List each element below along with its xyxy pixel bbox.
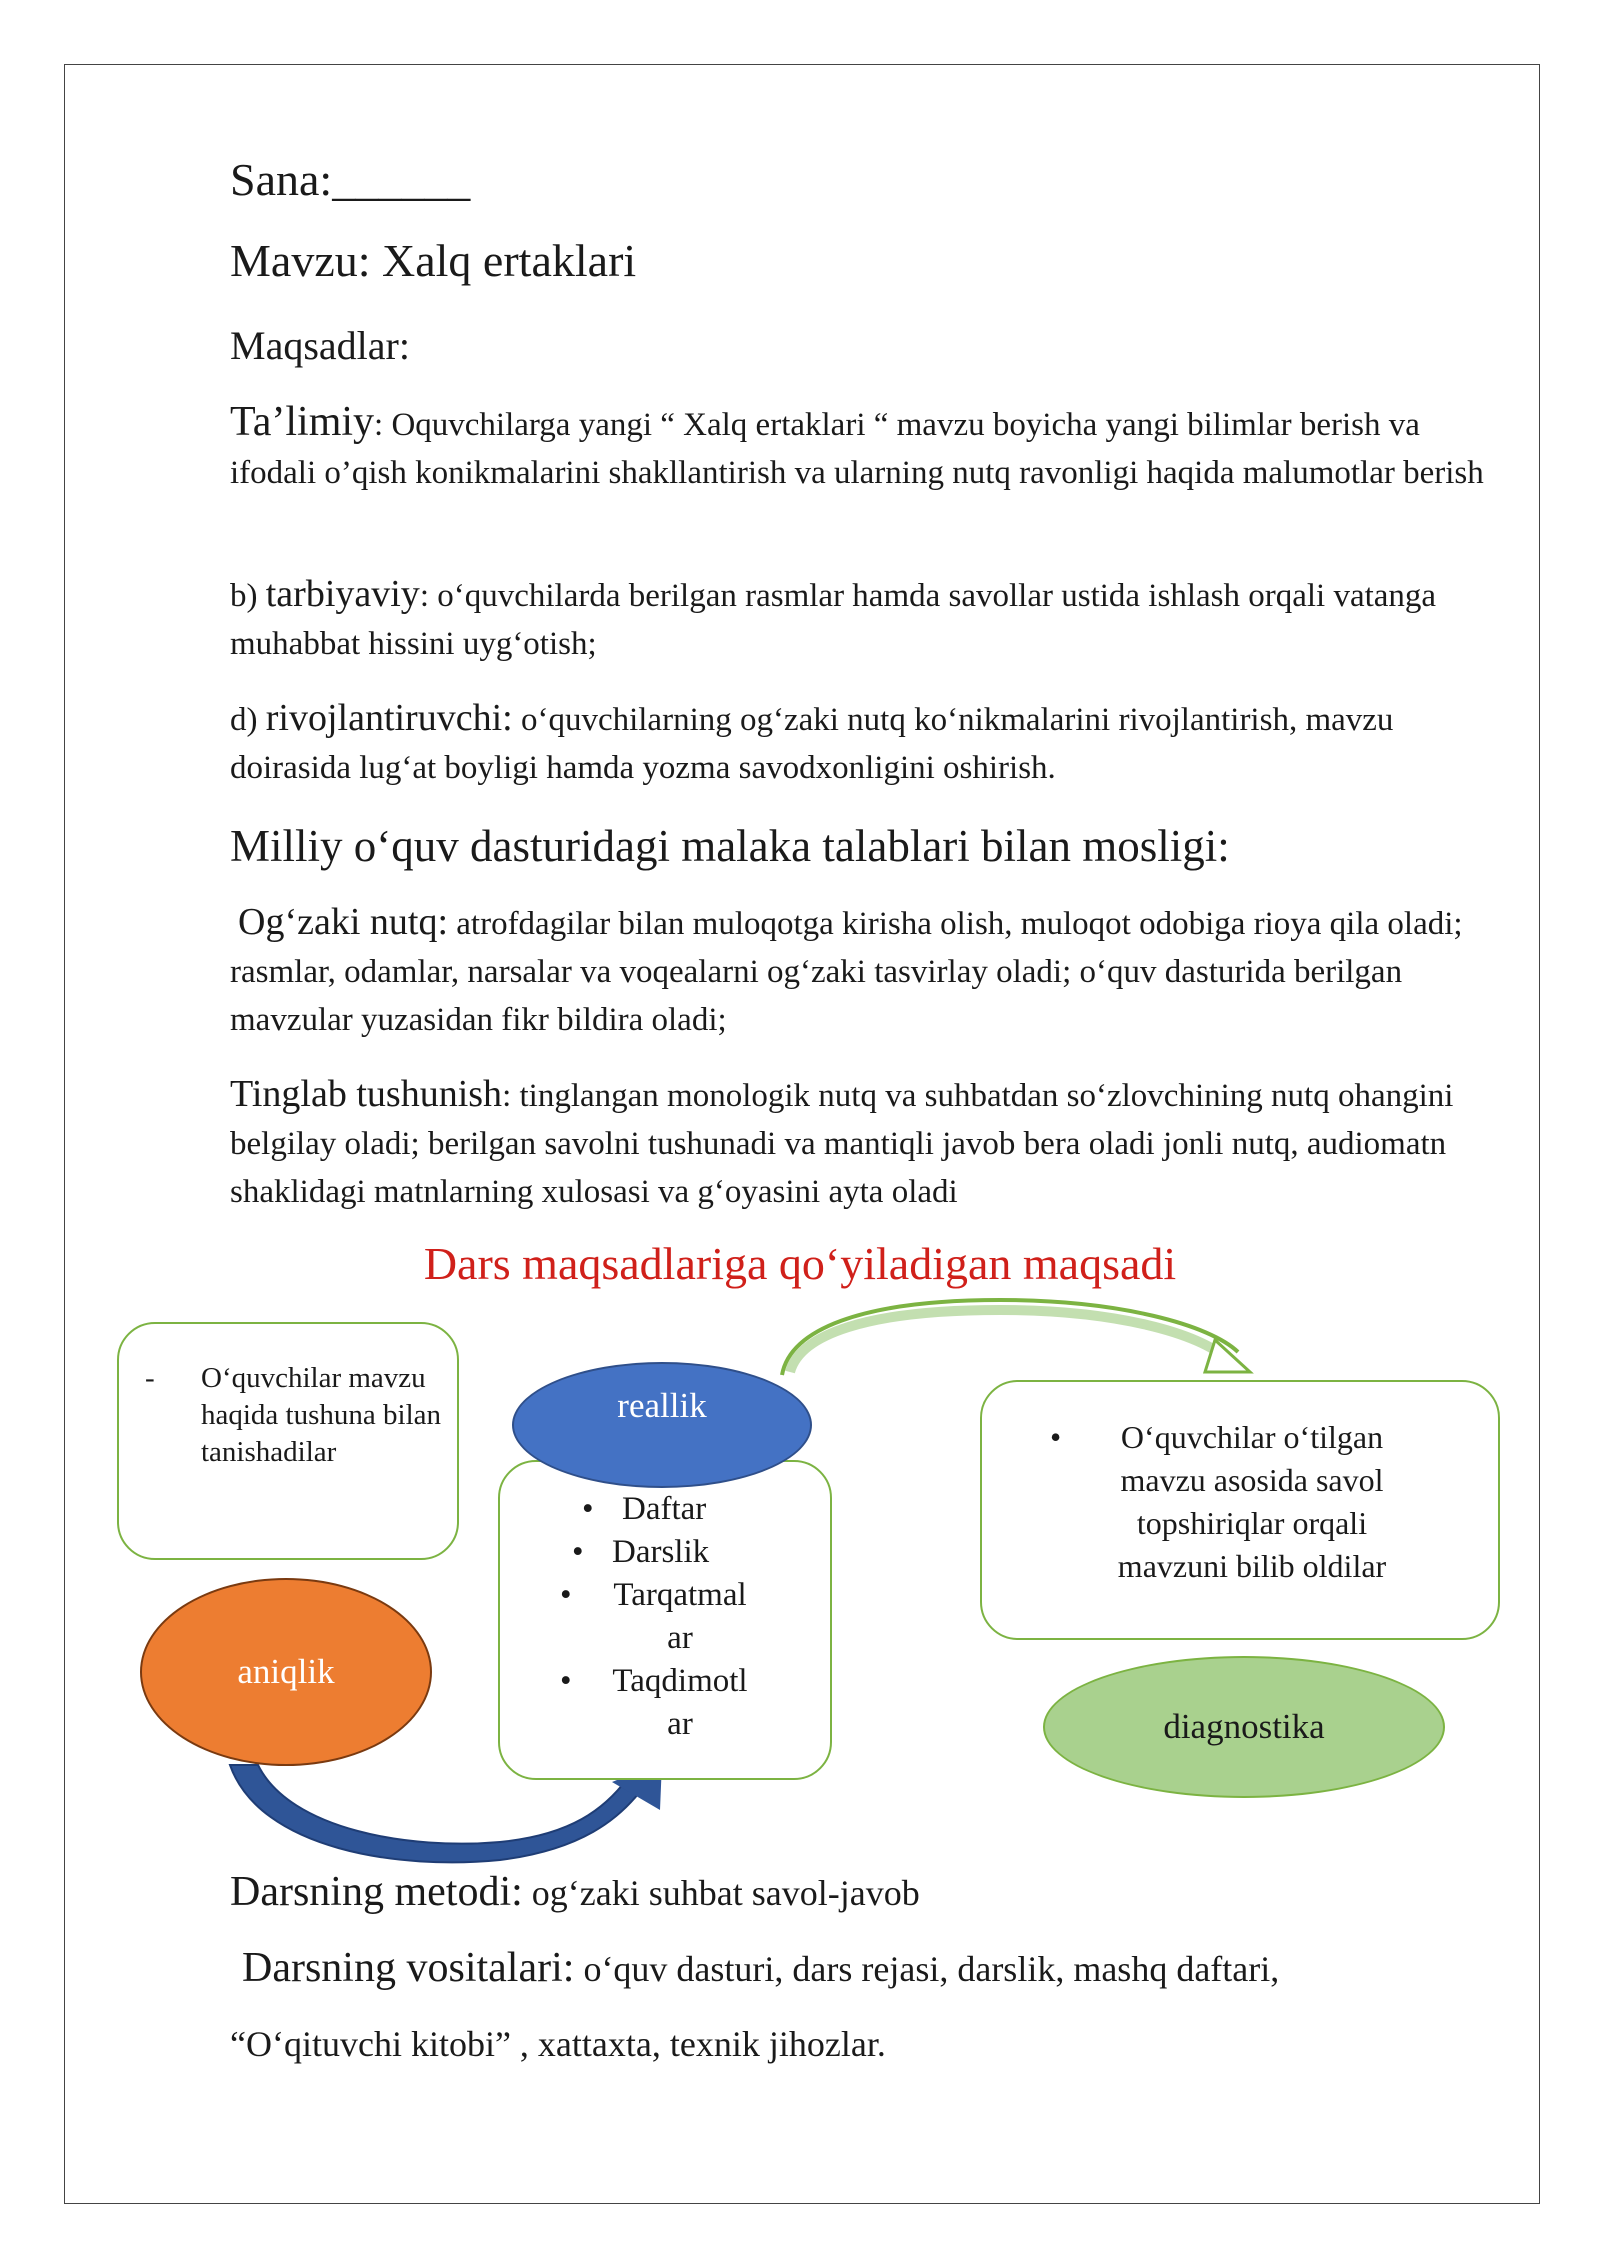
ellipse-reallik (512, 1362, 812, 1488)
diagram-title: Dars maqsadlariga qoʻyiladigan maqsadi (423, 1238, 1177, 1289)
goal-developmental-prefix: d) (230, 702, 266, 738)
box-materials (498, 1460, 832, 1780)
goal-upbringing-prefix: b) (230, 578, 266, 614)
list-item: • Daftar (582, 1491, 707, 1527)
goal-educational-label: Ta’limiy (230, 399, 375, 445)
curriculum-heading: Milliy oʻquv dasturidagi malaka talablari bilan mosligi: (230, 821, 1230, 871)
tools-line (230, 1942, 1500, 1995)
box-students-learn-text: Oʻquvchilar mavzu haqida tushuna bilan tanishadilar (201, 1362, 442, 1468)
topic-line: Mavzu: Xalq ertaklari (230, 235, 637, 286)
box-outcome-text-wrap (1050, 1416, 1422, 1588)
goal-educational-text: : Oquvchilarga yangi “ Xalq ertaklari “ mavzu boyicha yangi bilimlar berish va ifodali o’qish konikmalarini shakllantirish va ularning nutq ravonligi haqida malumotlar berish (230, 407, 1484, 491)
box-students-learn (117, 1322, 459, 1560)
method-text: ogʻzaki suhbat savol-javob (522, 1873, 920, 1913)
list-item: • Tarqatmal ar (560, 1577, 747, 1656)
bullet-marker: • (1050, 1419, 1062, 1455)
date-line: Sana:______ (230, 154, 471, 205)
goal-developmental-text: oʻquvchilarning ogʻzaki nutq koʻnikmalarini rivojlantirish, mavzu doirasida lugʻat boyligi hamda yozma savodxonligini oshirish. (230, 702, 1394, 786)
ellipse-aniqlik-label: aniqlik (237, 1652, 335, 1691)
tools-line-2: “Oʻqituvchi kitobi” , xattaxta, texnik jihozlar. (230, 2024, 886, 2064)
method-label: Darsning metodi: (230, 1869, 523, 1915)
oral-speech-text: atrofdagilar bilan muloqotga kirisha olish, muloqot odobiga rioya qila oladi; rasmlar, odamlar, narsalar va voqealarni ogʻzaki tasvirlay oladi; oʻquv dasturida berilgan mavzular yuzasidan fikr bildira oladi; (230, 906, 1463, 1038)
list-item: • Darslik (572, 1534, 710, 1570)
dash-marker: - (145, 1362, 155, 1394)
method-line (230, 1866, 1500, 1919)
box-outcome-text: Oʻquvchilar oʻtilgan mavzu asosida savol topshiriqlar orqali mavzuni bilib oldilar (1117, 1419, 1387, 1584)
tools-label: Darsning vositalari: (242, 1945, 575, 1991)
goal-upbringing-text: : oʻquvchilarda berilgan rasmlar hamda savollar ustida ishlash orqali vatanga muhabbat hissini uygʻotish; (230, 578, 1437, 662)
materials-list (560, 1488, 810, 1746)
listening-label: Tinglab tushunish (230, 1073, 503, 1115)
ellipse-aniqlik (140, 1578, 432, 1766)
ellipse-diagnostika-label: diagnostika (1163, 1707, 1325, 1746)
box-outcome (980, 1380, 1500, 1640)
tools-text: oʻquv dasturi, dars rejasi, darslik, mashq daftari, (574, 1949, 1280, 1989)
oral-speech-label: Ogʻzaki nutq: (238, 901, 449, 943)
ellipse-reallik-label: reallik (617, 1386, 707, 1425)
listening-text: : tinglangan monologik nutq va suhbatdan soʻzlovchining nutq ohangini belgilay oladi; berilgan savolni tushunadi va mantiqli javob bera oladi jonli nutq, audiomatn shaklidagi matnlarning xulosasi va gʻoyasini ayta oladi (230, 1078, 1454, 1210)
goals-heading: Maqsadlar: (230, 323, 410, 368)
list-item: • Taqdimotl ar (560, 1663, 748, 1742)
goal-developmental-label: rivojlantiruvchi: (265, 697, 513, 739)
goal-upbringing-label: tarbiyaviy (265, 573, 420, 615)
box-students-learn-text-wrap (145, 1360, 451, 1471)
ellipse-diagnostika (1043, 1656, 1445, 1798)
